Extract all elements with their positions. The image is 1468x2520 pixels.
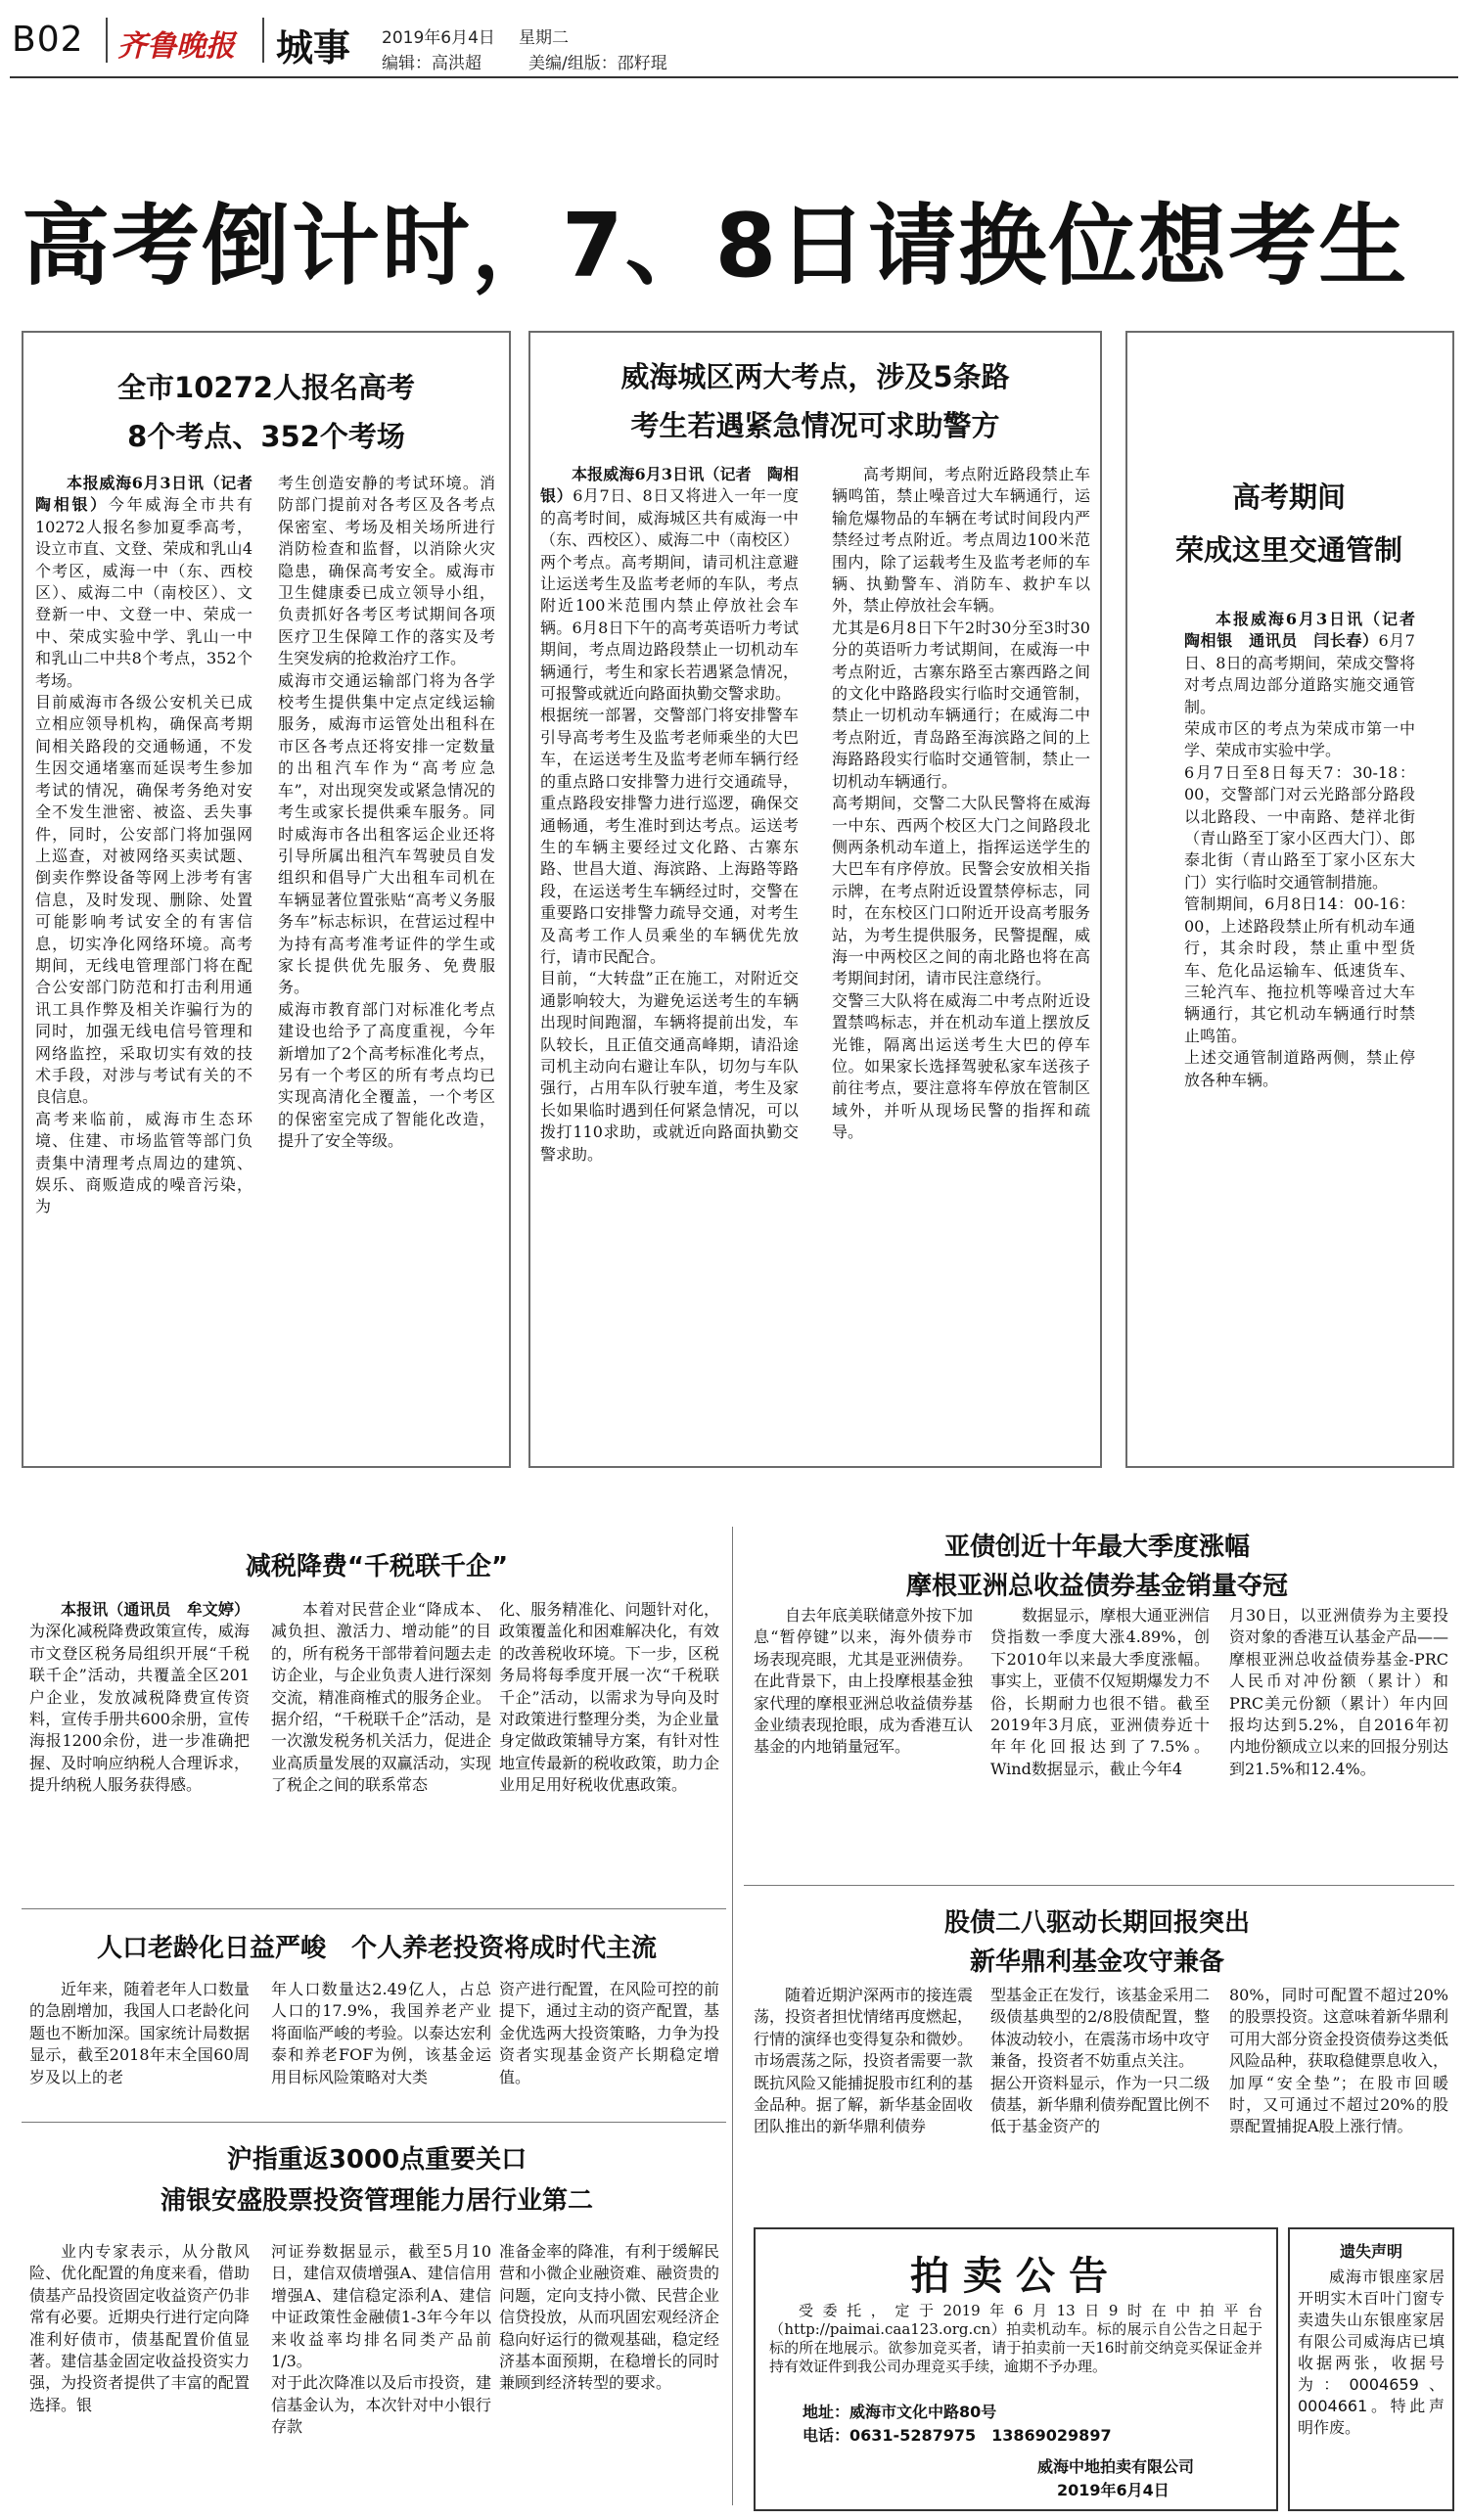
article-subtitle: 8个考点、352个考场 (127, 420, 405, 453)
masthead-rule (10, 76, 1458, 78)
issue-date: 2019年6月4日 (382, 28, 495, 48)
article-body: 月30日，以亚洲债券为主要投资对象的香港互认基金产品——摩根亚洲总收益债券基金-PRC人民币对冲份额（累计）和PRC美元份额（累计）年内回报均达到5.2%，自2016年初内地份额成立以来的回报分别达到21.5%和12.4%。 (1229, 1606, 1449, 1778)
article-column (832, 464, 1090, 1457)
article-column (499, 1599, 719, 1902)
auction-title: 拍卖公告 (910, 2254, 1122, 2299)
article-body: 本着对民营企业“降成本、减负担、激活力、增动能”的目的，所有税务干部带着问题去走访企业，与企业负责人进行深刻交流，精准商榷式的服务企业。据介绍，“千税联千企”活动，是一次激发税务机关活力，促进企业高质量发展的双赢活动，实现了税企之间的联系常态 (271, 1600, 491, 1795)
issue-weekday: 星期二 (519, 28, 569, 48)
editor-credit: 编辑：高洪超 (382, 54, 482, 73)
article-subtitle: 浦银安盛股票投资管理能力居行业第二 (160, 2186, 593, 2216)
column-rule (732, 1527, 733, 2505)
auction-body: 受委托，定于2019年6月13日9时在中拍平台（http://paimai.caa123.org.cn）拍卖机动车。标的展示自公告之日起于标的所在地展示。欲参加竞买者，请于拍卖前一天16时前交纳竞买保证金并持有效证件到我公司办理竞买手续，逾期不予办理。 (769, 2302, 1262, 2375)
auction-phone: 电话：0631-5287975 13869029897 (803, 2426, 1112, 2445)
article-subtitle: 考生若遇紧急情况可求助警方 (630, 409, 1000, 442)
article-body: 型基金正在发行，该基金采用二级债基典型的2/8股债配置，整体波动较小，在震荡市场中攻守兼备，投资者不妨重点关注。 据公开资料显示，作为一只二级债基，新华鼎利债券配置比例不低于基金资产的 (990, 1986, 1211, 2136)
article-column (278, 473, 495, 1456)
article-column (29, 1599, 250, 1902)
section-rule (744, 1885, 1454, 1886)
article-column (271, 1979, 491, 2155)
page-number: B02 (12, 20, 84, 60)
article-body: 资产进行配置，在风险可控的前提下，通过主动的资产配置，基金优选两大投资策略，力争为投资者实现基金资产长期稳定增值。 (499, 1980, 719, 2086)
article-column (29, 1979, 250, 2155)
article-body: 业内专家表示，从分散风险、优化配置的角度来看，借助债基产品投资固定收益资产仍非常有必要。近期央行进行定向降准利好债市，债基配置价值显著。建信基金固定收益投资实力强，为投资者提供了丰富的配置选择。银 (29, 2242, 250, 2414)
article-column (499, 1979, 719, 2155)
masthead-divider (106, 18, 108, 63)
lost-notice-title: 遗失声明 (1339, 2242, 1402, 2261)
article-body: 近年来，随着老年人口数量的急剧增加，我国人口老龄化问题也不断加深。国家统计局数据显示，截至2018年末全国60周岁及以上的老 (29, 1980, 250, 2086)
dateline: 本报讯（通讯员 牟文婷） (61, 1600, 250, 1619)
article-column (990, 1605, 1210, 1889)
article-body: 自去年底美联储意外按下加息“暂停键”以来，海外债券市场表现亮眼，尤其是亚洲债券。在此背景下，由上投摩根基金独家代理的摩根亚洲总收益债券基金业绩表现抢眼，成为香港互认基金的内地销量冠军。 (754, 1606, 974, 1757)
article-subtitle: 新华鼎利基金攻守兼备 (969, 1947, 1224, 1977)
article-column (1184, 609, 1432, 1450)
article-title: 亚债创近十年最大季度涨幅 (943, 1533, 1250, 1562)
article-column (35, 473, 269, 1456)
article-body: 化、服务精准化、问题针对化，政策覆盖化和困难解决化，有效的改善税收环境。下一步，区税务局将每季度开展一次“千税联千企”活动，以需求为导向及时对政策进行整理分类，为企业量身定做政策辅导方案，有针对性地宣传最新的税收政策，助力企业用足用好税收优惠政策。 (499, 1600, 719, 1795)
article-title: 人口老龄化日益严峻 个人养老投资将成时代主流 (96, 1934, 657, 1963)
article-title: 高考期间 (1231, 481, 1346, 514)
article-body: 年人口数量达2.49亿人，占总人口的17.9%，我国养老产业将面临严峻的考验。以泰达宏利泰和养老FOF为例，该基金运用目标风险策略对大类 (271, 1980, 491, 2086)
paper-logo: 齐鲁晚报 (117, 29, 235, 64)
article-body: 河证券数据显示，截至5月10日，建信双债增强A、建信信用增强A、建信稳定添利A、建信中证政策性金融债1-3年今年以来收益率均排名同类产品前1/3。 对于此次降准以及后市投资，建信基金认为，本次针对中小银行存款 (271, 2242, 491, 2437)
article-title: 沪指重返3000点重要关口 (226, 2145, 528, 2175)
article-body: 准备金率的降准，有利于缓解民营和小微企业融资难、融资贵的问题，定向支持小微、民营企业信贷投放，从而巩固宏观经济企稳向好运行的微观基础，稳定经济基本面预期，在稳增长的同时兼顾到经济转型的要求。 (499, 2242, 719, 2393)
section-rule (22, 1908, 726, 1909)
main-headline: 高考倒计时，7、8日请换位想考生 (22, 195, 1409, 298)
dateline: 本报威海6月3日讯（记者 陶相银） (35, 474, 269, 515)
article-column (1229, 1605, 1448, 1889)
lost-notice-body: 威海市银座家居开明实木百叶门窗专卖遗失山东银座家居有限公司威海店已填收据两张，收据号为：0004659、0004661。特此声明作废。 (1298, 2268, 1445, 2437)
article-body: 高考期间，考点附近路段禁止车辆鸣笛，禁止噪音过大车辆通行，运输危爆物品的车辆在考试时间段内严禁经过考点附近。考点周边100米范围内，除了运载考生及监考老师的车辆、执勤警车、消防车、救护车以外，禁止停放社会车辆。 尤其是6月8日下午2时30分至3时30分的英语听力考试期间，在威海一中考点附近，古寨东路至古寨西路之间的文化中路路段实行临时交通管制，禁止一切机动车辆通行；在威海二中考点附近，青岛路至海滨路之间的上海路路段实行临时交通管制，禁止一切机动车辆通行。 高考期间，交警二大队民警将在威海一中东、西两个校区大门之间路段北侧两条机动车道上，指挥运送学生的大巴车有序停放。民警会安放相关指示牌，在考点附近设置禁停标志，同时，在东校区门口附近开设高考服务站，为考生提供服务，民警提醒，威海一中两校区之间的南北路也将在高考期间封闭，请市民注意绕行。 交警三大队将在威海二中考点附近设置禁鸣标志，并在机动车道上摆放反光锥，隔离出运送考生大巴的停车位。如果家长选择驾驶私家车送孩子前往考点，要注意将车停放在管制区域外，并听从现场民警的指挥和疏导。 (832, 465, 1090, 1142)
section-name: 城事 (276, 26, 351, 69)
article-body: 80%，同时可配置不超过20%的股票投资。这意味着新华鼎利可用大部分资金投资债券这类低风险品种，获取稳健票息收入，加厚“安全垫”；在股市回暖时，又可通过不超过20%的股票配置捕捉A股上涨行情。 (1229, 1986, 1449, 2136)
article-title: 威海城区两大考点，涉及5条路 (620, 360, 1010, 393)
article-body: 随着近期沪深两市的接连震荡，投资者担忧情绪再度燃起，行情的演绎也变得复杂和微妙。市场震荡之际，投资者需要一款既抗风险又能捕捉股市红利的基金品种。据了解，新华基金固收团队推出的新华鼎利债券 (754, 1986, 974, 2136)
article-column (990, 1985, 1210, 2216)
article-subtitle: 摩根亚洲总收益债券基金销量夺冠 (905, 1572, 1288, 1601)
article-body: 6月7日、8日又将进入一年一度的高考时间，威海城区共有威海一中（东、西校区）、威海二中（南校区）两个考点。高考期间，请司机注意避让运送考生及监考老师的车队，考点附近100米范围内禁止停放社会车辆。6月8日下午的高考英语听力考试期间，考点周边路段禁止一切机动车辆通行，考生和家长若遇紧急情况，可报警或就近向路面执勤交警求助。 根据统一部署，交警部门将安排警车引导高考考生及监考老师乘坐的大巴车，在运送考生及监考老师车辆行经的重点路口安排警力进行交通疏导，重点路段安排警力进行巡逻，确保交通畅通，考生准时到达考点。运送考生的车辆主要经过文化路、古寨东路、世昌大道、海滨路、上海路等路段，在运送考生车辆经过时，交警在重要路口安排警力疏导交通，对考生及高考工作人员乘坐的车辆优先放行，请市民配合。 目前，“大转盘”正在施工，对附近交通影响较大，为避免运送考生的车辆出现时间跑溜，车辆将提前出发，车队较长，且正值交通高峰期，请沿途司机主动向右避让车队，切勿与车队强行，占用车队行驶车道，考生及家长如果临时遇到任何紧急情况，可以拨打110求助，或就近向路面执勤交警求助。 (540, 486, 800, 1164)
auction-company: 威海中地拍卖有限公司 (1037, 2457, 1195, 2476)
article-column (540, 464, 799, 1457)
article-body: 数据显示，摩根大通亚洲信贷指数一季度大涨4.89%，创下2010年以来最大季度涨幅。事实上，亚债不仅短期爆发力不俗，长期耐力也很不错。截至2019年3月底，亚洲债券近十年年化回报达到了7.5%。Wind数据显示，截止今年4 (990, 1606, 1211, 1778)
designer-credit: 美编/组版：邵籽琨 (528, 54, 667, 73)
article-column (271, 2241, 491, 2515)
dateline: 本报威海6月3日讯（记者 陶相银） (540, 465, 799, 506)
article-column (754, 1605, 973, 1889)
article-column (754, 1985, 973, 2216)
section-rule (22, 2122, 726, 2123)
article-body: 6月7日、8日的高考期间，荣成交警将对考点周边部分道路实施交通管制。 荣成市区的考点为荣成市第一中学、荣成市实验中学。 6月7日至8日每天7：30-18：00，交警部门对云光路部分路段以北路段、一中南路、楚祥北街（青山路至丁家小区西大门）、郎泰北街（青山路至丁家小区东大门）实行临时交通管制措施。 管制期间，6月8日14：00-16：00，上述路段禁止所有机动车通行，其余时段，禁止重中型货车、危化品运输车、低速货车、三轮汽车、拖拉机等噪音过大车辆通行，其它机动车辆通行时禁止鸣笛。 上述交通管制道路两侧，禁止停放各种车辆。 (1184, 631, 1415, 1089)
article-body: 今年威海全市共有10272人报名参加夏季高考，设立市直、文登、荣成和乳山4个考区，威海一中（东、西校区）、威海二中（南校区）、文登新一中、文登一中、荣成一中、荣成实验中学、乳山一中和乳山二中共8个考点，352个考场。 目前威海市各级公安机关已成立相应领导机构，确保高考期间相关路段的交通畅通，不发生因交通堵塞而延误考生参加考试的情况，确保考务绝对安全不发生泄密、被盗、丢失事件，同时，公安部门将加强网上巡查，对被网络买卖试题、倒卖作弊设备等网上涉考有害信息，及时发现、删除、处置可能影响考试安全的有害信息，切实净化网络环境。高考期间，无线电管理部门将在配合公安部门防范和打击利用通讯工具作弊及相关诈骗行为的同时，加强无线电信号管理和网络监控，采取切实有效的技术手段，对涉与考试有关的不良信息。 高考来临前，威海市生态环境、住建、市场监管等部门负责集中清理考点周边的建筑、娱乐、商贩造成的噪音污染，为 (35, 495, 252, 1216)
article-body: 为深化减税降费政策宣传，威海市文登区税务局组织开展“千税联千企”活动，共覆盖全区201户企业，发放减税降费宣传资料，宣传手册共600余册，宣传海报1200余份，进一步准确把握、及时响应纳税人合理诉求，提升纳税人服务获得感。 (29, 1622, 250, 1795)
article-title: 股债二八驱动长期回报突出 (943, 1908, 1250, 1938)
article-title: 全市10272人报名高考 (117, 371, 415, 404)
article-column (1229, 1985, 1448, 2216)
auction-date: 2019年6月4日 (1057, 2481, 1170, 2499)
article-column (499, 2241, 719, 2515)
article-body: 考生创造安静的考试环境。消防部门提前对各考区及各考点保密室、考场及相关场所进行消防检查和监督，以消除火灾隐患，确保高考安全。威海市卫生健康委已成立领导小组，负责抓好各考区考试期间各项医疗卫生保障工作的落实及考生突发病的抢救治疗工作。 威海市交通运输部门将为各学校考生提供集中定点定线运输服务，威海市运管处出租科在市区各考点还将安排一定数量的出租汽车作为“高考应急车”，对出现突发或紧急情况的考生或家长提供乘车服务。同时威海市各出租客运企业还将引导所属出租汽车驾驶员自发组织和倡导广大出租车司机在车辆显著位置张贴“高考义务服务车”标志标识，在营运过程中为持有高考准考证件的学生或家长提供优先服务、免费服务。 威海市教育部门对标准化考点建设也给予了高度重视，今年新增加了2个高考标准化考点，另有一个考区的所有考点均已实现高清化全覆盖，一个考区的保密室完成了智能化改造，提升了安全等级。 (278, 474, 495, 1151)
masthead-divider (262, 18, 264, 63)
article-column (271, 1599, 491, 1902)
article-title: 减税降费“千税联千企” (245, 1552, 509, 1581)
article-subtitle: 荣成这里交通管制 (1174, 533, 1402, 567)
article-column (29, 2241, 250, 2515)
dateline: 本报威海6月3日讯（记者 陶相银 通讯员 闫长春） (1184, 610, 1432, 651)
auction-address: 地址：威海市文化中路80号 (803, 2403, 997, 2421)
